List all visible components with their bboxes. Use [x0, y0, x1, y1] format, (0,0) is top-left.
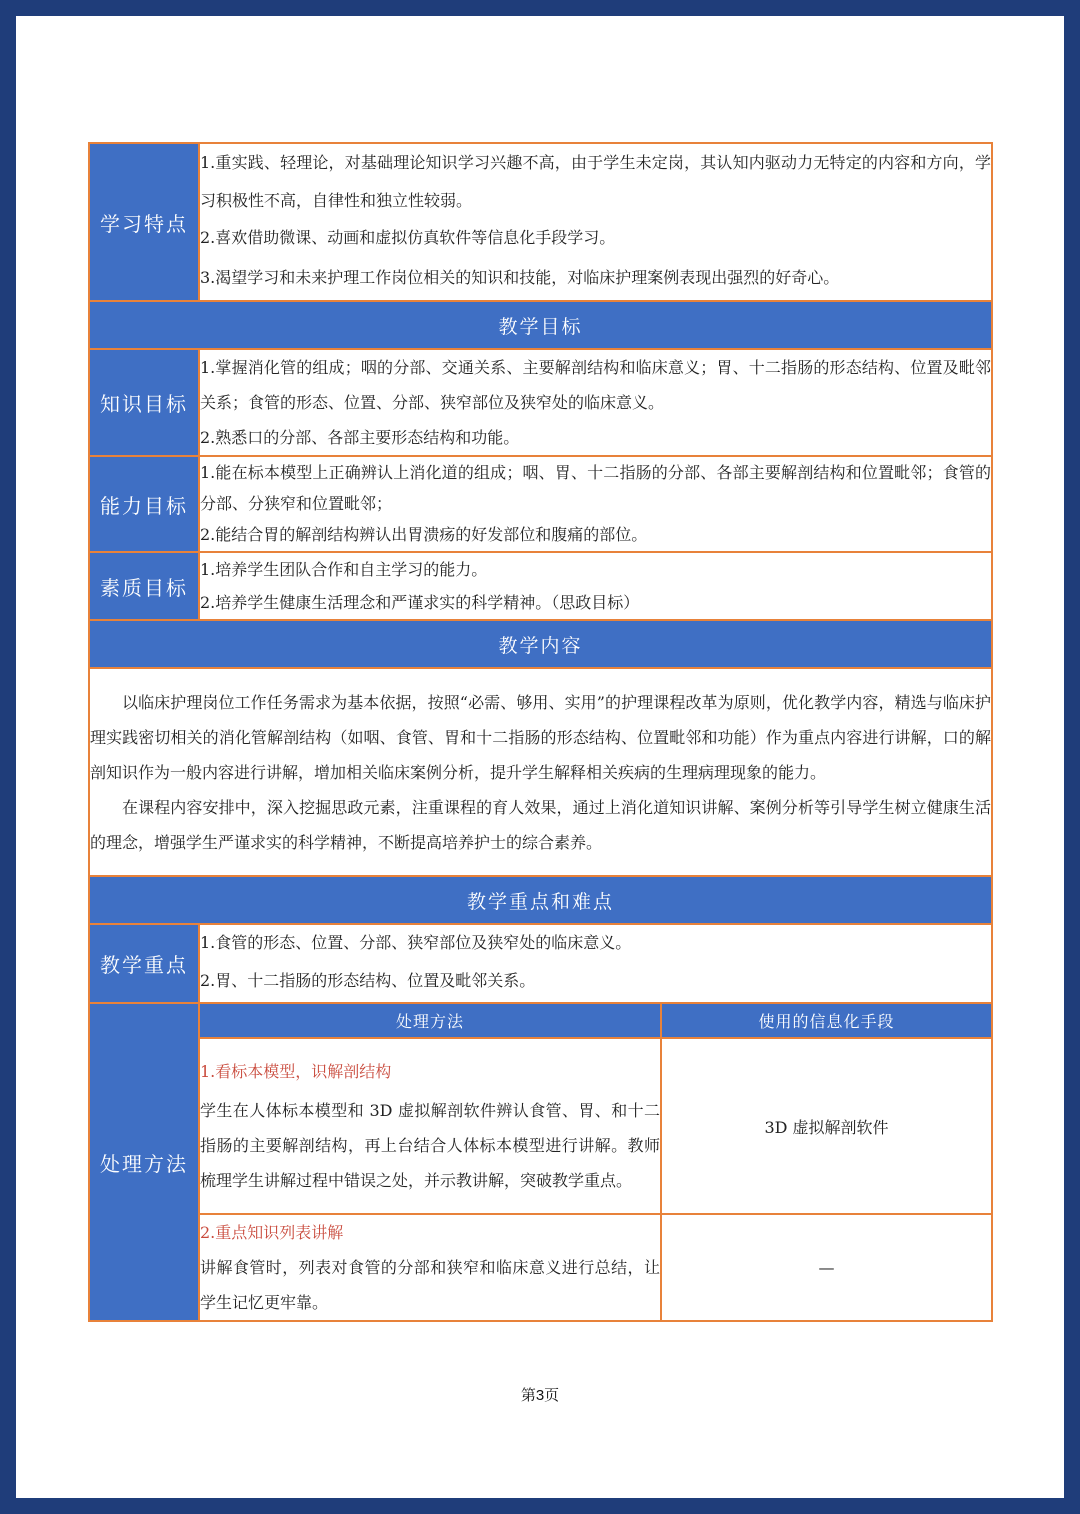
knowledge-objectives-label: 知识目标 — [89, 349, 199, 456]
content-header-row — [89, 620, 992, 668]
focus-content — [199, 924, 992, 1003]
ability-objectives-row — [89, 456, 992, 552]
quality-objectives-label: 素质目标 — [89, 552, 199, 620]
page-number: 第3页 — [520, 1387, 560, 1404]
knowledge-item-1: 1.掌握消化管的组成；咽的分部、交通关系、主要解剖结构和临床意义；胃、十二指肠的形态结构、位置及毗邻关系；食管的形态、位置、分部、狭窄部位及狭窄处的临床意义。 — [200, 358, 991, 412]
tool-cell-1: 3D 虚拟解剖软件 — [661, 1038, 992, 1214]
content-section-title: 教学内容 — [89, 620, 992, 668]
objectives-header-row — [89, 301, 992, 349]
method-column-header: 处理方法 — [199, 1003, 661, 1038]
knowledge-objectives-row — [89, 349, 992, 456]
method-heading-2: 2.重点知识列表讲解 — [200, 1223, 344, 1242]
lesson-plan-table — [88, 142, 993, 1322]
knowledge-item-2: 2.熟悉口的分部、各部主要形态结构和功能。 — [200, 428, 520, 447]
tools-column-header: 使用的信息化手段 — [661, 1003, 992, 1038]
focus-item-1: 1.食管的形态、位置、分部、狭窄部位及狭窄处的临床意义。 — [200, 933, 632, 952]
knowledge-objectives-content — [199, 349, 992, 456]
learning-item-3: 3.渴望学习和未来护理工作岗位相关的知识和技能，对临床护理案例表现出强烈的好奇心。 — [200, 268, 840, 287]
tool-cell-2: — — [661, 1214, 992, 1321]
document-page — [16, 16, 1064, 1498]
quality-item-2: 2.培养学生健康生活理念和严谨求实的科学精神。（思政目标） — [200, 593, 640, 612]
content-body-row — [89, 668, 992, 876]
keypoints-section-title: 教学重点和难点 — [89, 876, 992, 924]
content-body — [89, 668, 992, 876]
focus-item-2: 2.胃、十二指肠的形态结构、位置及毗邻关系。 — [200, 971, 536, 990]
ability-item-1: 1.能在标本模型上正确辨认上消化道的组成；咽、胃、十二指肠的分部、各部主要解剖结构和位置毗邻；食管的分部、分狭窄和位置毗邻； — [200, 463, 991, 513]
ability-objectives-content — [199, 456, 992, 552]
learning-item-1: 1.重实践、轻理论，对基础理论知识学习兴趣不高，由于学生未定岗，其认知内驱动力无特定的内容和方向，学习积极性不高，自律性和独立性较弱。 — [200, 153, 991, 210]
learning-characteristics-label: 学习特点 — [89, 143, 199, 301]
ability-item-2: 2.能结合胃的解剖结构辨认出胃溃疡的好发部位和腹痛的部位。 — [200, 525, 648, 544]
handling-label: 处理方法 — [89, 1003, 199, 1321]
keypoints-header-row — [89, 876, 992, 924]
method-cell-1 — [199, 1038, 661, 1214]
content-paragraph-1: 以临床护理岗位工作任务需求为基本依据，按照“必需、够用、实用”的护理课程改革为原则，优化教学内容，精选与临床护理实践密切相关的消化管解剖结构（如咽、食管、胃和十二指肠的形态结构、位置毗邻和功能）作为重点内容进行讲解，口的解剖知识作为一般内容进行讲解，增加相关临床案例分析，提升学生解释相关疾病的生理病理现象的能力。 — [90, 692, 991, 782]
handling-subheader-row — [89, 1003, 992, 1038]
quality-item-1: 1.培养学生团队合作和自主学习的能力。 — [200, 560, 488, 579]
focus-row — [89, 924, 992, 1003]
method-text-1: 学生在人体标本模型和 3D 虚拟解剖软件辨认食管、胃、和十二指肠的主要解剖结构，再上台结合人体标本模型进行讲解。教师梳理学生讲解过程中错误之处，并示教讲解，突破教学重点。 — [200, 1101, 660, 1190]
content-paragraph-2: 在课程内容安排中，深入挖掘思政元素，注重课程的育人效果，通过上消化道知识讲解、案例分析等引导学生树立健康生活的理念，增强学生严谨求实的科学精神，不断提高培养护士的综合素养。 — [90, 797, 991, 852]
handling-row-1 — [89, 1038, 992, 1214]
method-heading-1: 1.看标本模型，识解剖结构 — [200, 1062, 392, 1081]
quality-objectives-content — [199, 552, 992, 620]
handling-row-2 — [89, 1214, 992, 1321]
learning-characteristics-content — [199, 143, 992, 301]
learning-item-2: 2.喜欢借助微课、动画和虚拟仿真软件等信息化手段学习。 — [200, 228, 616, 247]
objectives-section-title: 教学目标 — [89, 301, 992, 349]
method-text-2: 讲解食管时，列表对食管的分部和狭窄和临床意义进行总结，让学生记忆更牢靠。 — [200, 1258, 660, 1312]
ability-objectives-label: 能力目标 — [89, 456, 199, 552]
focus-label: 教学重点 — [89, 924, 199, 1003]
method-cell-2 — [199, 1214, 661, 1321]
quality-objectives-row — [89, 552, 992, 620]
learning-characteristics-row — [89, 143, 992, 301]
